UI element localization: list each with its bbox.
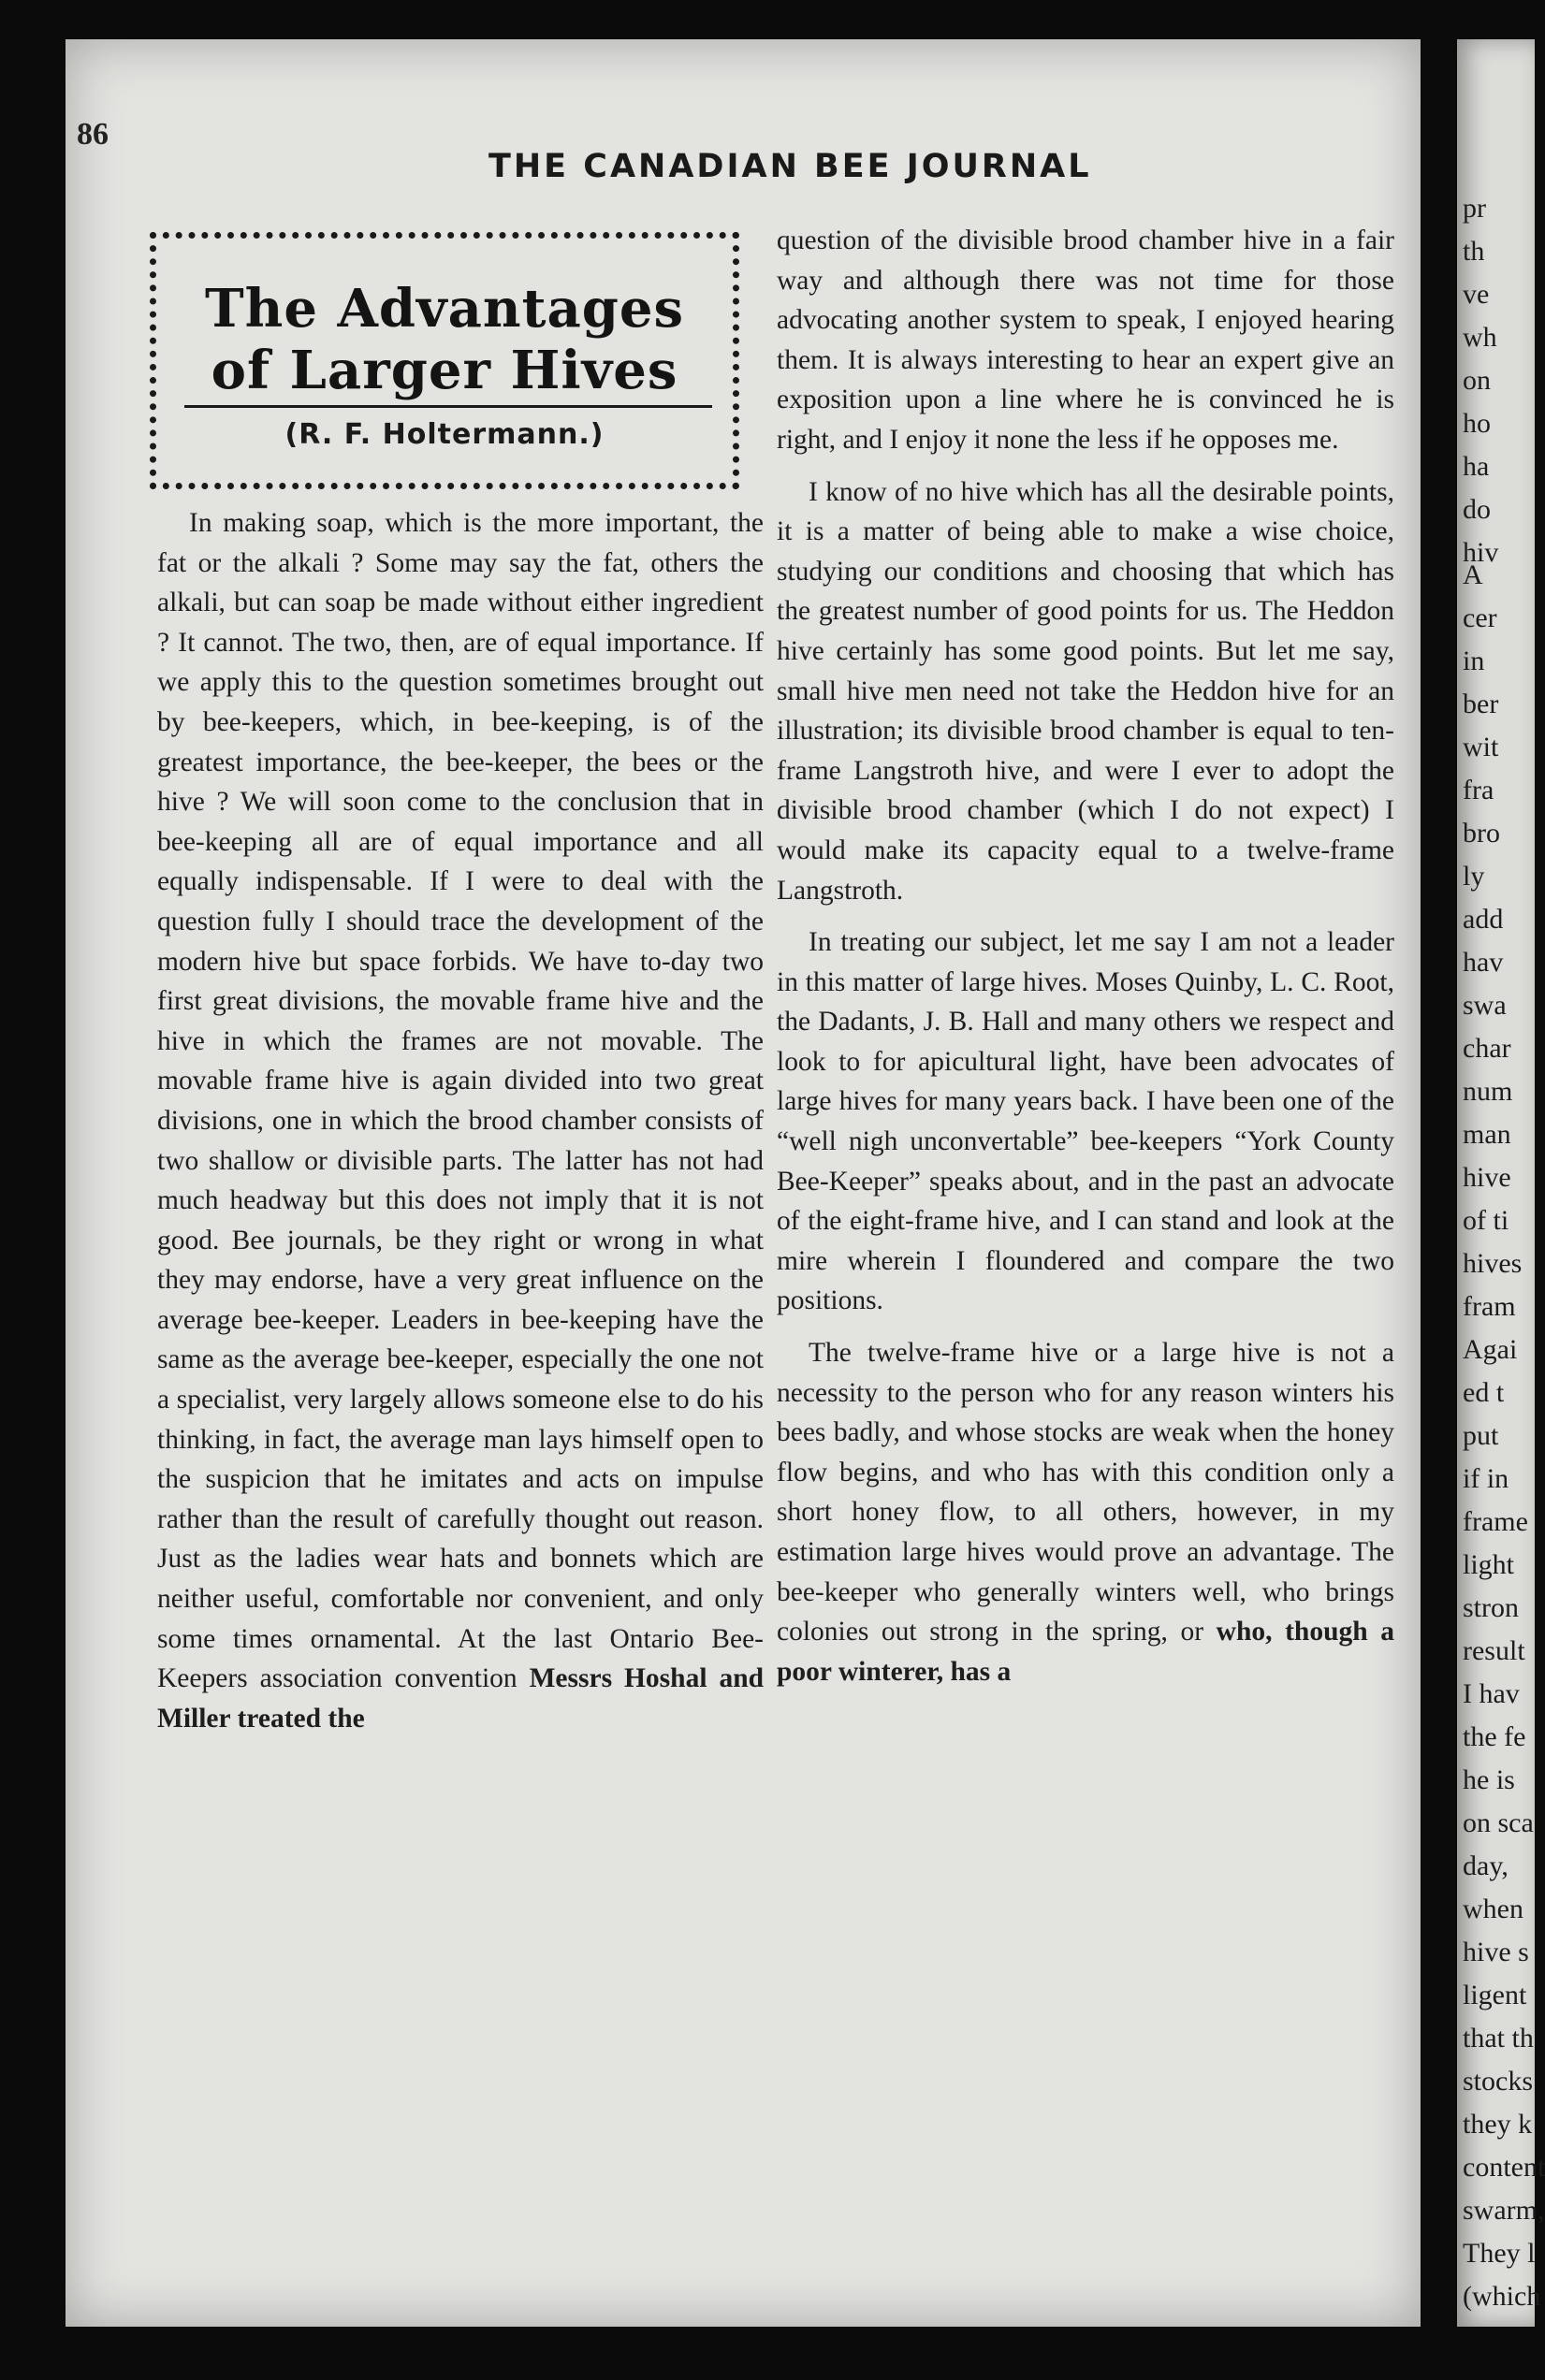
facing-page-fragment: I hav	[1463, 1678, 1520, 1709]
facing-page-fragment: stocks	[1463, 2066, 1533, 2097]
facing-page-fragment: wit	[1463, 732, 1499, 762]
facing-page-fragment: ly	[1463, 861, 1485, 892]
facing-page-fragment: put	[1463, 1420, 1499, 1451]
bold-text: who, though a poor winterer, has a	[777, 1617, 1394, 1687]
text-column-1	[157, 503, 764, 1750]
facing-page-fragment: ber	[1463, 689, 1499, 719]
paragraph: question of the divisible brood chamber hive in a fair way and although there was not time for those advocating another system to speak, I enjoyed hearing them. It is always interesting to hear an expert give an exposition upon a line where he is convinced he is right, and I enjoy it none the less if he opposes me.	[777, 225, 1394, 455]
running-head: THE CANADIAN BEE JOURNAL	[488, 148, 1092, 185]
facing-page-fragment: hav	[1463, 947, 1504, 978]
facing-page-fragment: ha	[1463, 451, 1490, 482]
facing-page-fragment: do	[1463, 494, 1491, 525]
facing-page-fragment: in	[1463, 646, 1485, 676]
paragraph	[157, 503, 764, 1738]
facing-page-fragment: fram	[1463, 1291, 1516, 1322]
facing-page-fragment: swarm,	[1463, 2195, 1545, 2226]
facing-page-fragment: Agai	[1463, 1334, 1518, 1365]
paragraph	[777, 1333, 1394, 1691]
facing-page-fragment: fra	[1463, 775, 1494, 805]
facing-page-fragment: A	[1463, 559, 1483, 590]
article-title-line-2: of Larger Hives	[211, 340, 678, 401]
text-column-2	[777, 221, 1394, 1704]
page-number: 86	[77, 117, 109, 152]
facing-page-fragment: on	[1463, 365, 1491, 396]
facing-page-fragment: the fe	[1463, 1721, 1526, 1752]
paragraph-text: The twelve-frame hive or a large hive is not a necessity to the person who for any reason winters his bees badly, and whose stocks are weak when the honey flow begins, and who has with this condition only a short honey flow, to all others, however, in my estimation large hives would prove an advantage. The bee-keeper who generally winters well, who brings colonies out strong in the spring, or	[777, 1338, 1394, 1647]
facing-page-fragment: th	[1463, 236, 1485, 267]
facing-page-fragment: when	[1463, 1894, 1523, 1924]
facing-page-fragment: stron	[1463, 1592, 1519, 1623]
facing-page-fragment: if in	[1463, 1463, 1509, 1494]
facing-page-fragment: ho	[1463, 408, 1491, 439]
facing-page-fragment: num	[1463, 1076, 1513, 1107]
facing-page-fragment: that th	[1463, 2023, 1534, 2053]
facing-page-fragment: day,	[1463, 1850, 1509, 1881]
article-author: (R. F. Holtermann.)	[284, 418, 605, 451]
facing-page-fragment: frame	[1463, 1506, 1528, 1537]
paragraph-text: In making soap, which is the more important, the fat or the alkali ? Some may say the fat, others the alkali, but can soap be made without either ingredient ? It cannot. The two, then, are of equal importance. If we apply this to the question sometimes brought out by bee-keepers, which, in bee-keeping, is of the greatest importance, the bee-keeper, the bees or the hive ? We will soon come to the conclusion that in bee-keeping all are of equal importance and all equally indispensable. If I were to deal with the question fully I should trace the development of the modern hive but space forbids. We have to-day two first great divisions, the movable frame hive and the hive in which the frames are not movable. The movable frame hive is again divided into two great divisions, one in which the brood chamber consists of two shallow or divisible parts. The latter has not had much headway but this does not imply that it is not good. Bee journals, be they right or wrong in what they may endorse, have a very great influence on the average bee-keeper. Leaders in bee-keeping have the same as the average bee-keeper, especially the one not a specialist, very largely allows someone else to do his thinking, in fact, the average man lays himself open to the suspicion that he imitates and acts on impulse rather than the result of carefully thought out reason. Just as the ladies wear hats and bonnets which are neither useful, comfortable nor convenient, and only some times ornamental. At the last Ontario Bee-Keepers association convention	[157, 508, 764, 1694]
article-title-box	[150, 232, 739, 489]
facing-page-fragment: light	[1463, 1549, 1515, 1580]
facing-page-fragment: man	[1463, 1119, 1511, 1150]
facing-page-fragment: char	[1463, 1033, 1511, 1064]
facing-page-fragment: hive s	[1463, 1937, 1529, 1967]
facing-page-fragment: (which	[1463, 2281, 1541, 2312]
facing-page-fragment: they k	[1463, 2109, 1533, 2140]
article-title-line-1: The Advantages	[204, 278, 685, 340]
facing-page-fragment: on sca	[1463, 1807, 1534, 1838]
facing-page-fragment: hives	[1463, 1248, 1523, 1279]
facing-page-fragment: pr	[1463, 193, 1486, 224]
facing-page-fragment: he is	[1463, 1764, 1515, 1795]
facing-page-fragment: add	[1463, 904, 1504, 935]
facing-page-fragment: swa	[1463, 990, 1507, 1021]
facing-page-fragment: hiv	[1463, 537, 1499, 568]
title-rule	[184, 405, 712, 408]
paragraph: I know of no hive which has all the desirable points, it is a matter of being able to make a wise choice, studying our conditions and choosing that which has the greatest number of good points for us. The Heddon hive certainly has some good points. But let me say, small hive men need not take the Heddon hive for an illustration; its divisible brood chamber is equal to ten-frame Langstroth hive, and were I ever to adopt the divisible brood chamber (which I do not expect) I would make its capacity equal to a twelve-frame Langstroth.	[777, 476, 1394, 906]
facing-page-edge	[1457, 39, 1545, 2327]
bold-text: Messrs Hoshal and Miller treated the	[157, 1663, 765, 1734]
facing-page-fragment: They l	[1463, 2238, 1536, 2269]
facing-page-fragment: ligent	[1463, 1980, 1527, 2010]
facing-page-fragment: result	[1463, 1635, 1525, 1666]
facing-page-fragment: cer	[1463, 602, 1497, 633]
facing-page-fragment: wh	[1463, 322, 1497, 353]
facing-page-fragment: content	[1463, 2152, 1545, 2183]
facing-page-fragment: ed t	[1463, 1377, 1505, 1408]
facing-page-fragment: of ti	[1463, 1205, 1509, 1236]
facing-page-fragment: bro	[1463, 818, 1500, 849]
facing-page-fragment: hive	[1463, 1162, 1511, 1193]
paragraph: In treating our subject, let me say I am not a leader in this matter of large hives. Moses Quinby, L. C. Root, the Dadants, J. B. Hall and many others we respect and look to for apicultural light, have been advocates of large hives for many years back. I have been one of the “well nigh unconvertable” bee-keepers “York County Bee-Keeper” speaks about, and in the past an advocate of the eight-frame hive, and I can stand and look at the mire wherein I floundered and compare the two positions.	[777, 927, 1394, 1316]
facing-page-fragment: ve	[1463, 279, 1490, 310]
